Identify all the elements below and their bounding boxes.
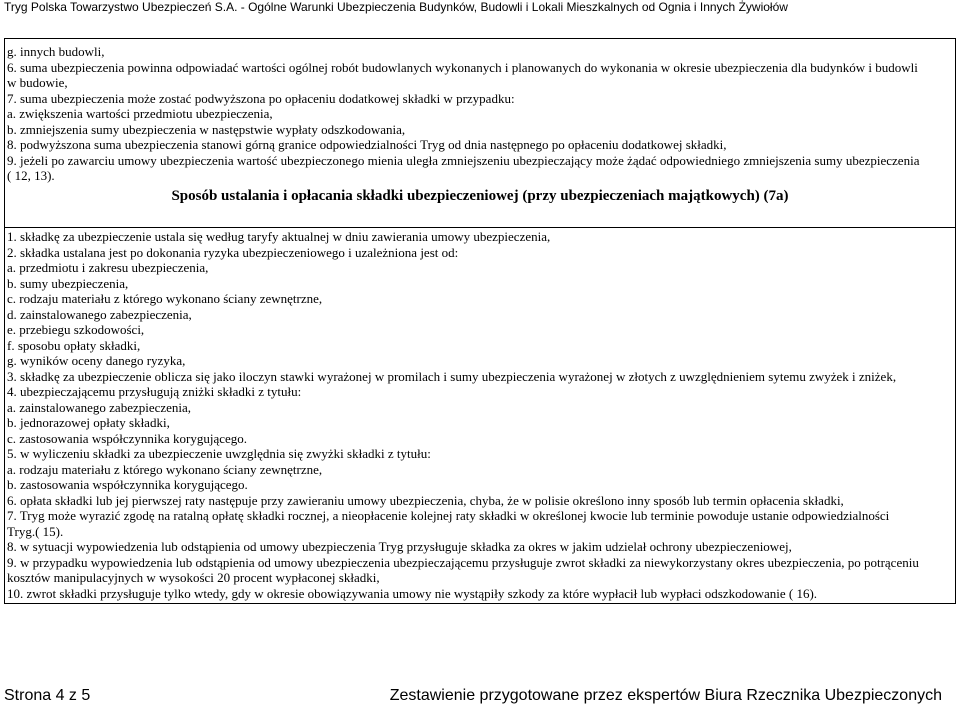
list-item: 1. składkę za ubezpieczenie ustala się według taryfy aktualnej w dniu zawierania umowy ubezpieczenia, [7, 229, 551, 244]
list-item: b. jednorazowej opłaty składki, [7, 415, 170, 430]
list-item: c. zastosowania współczynnika korygującego. [7, 430, 248, 446]
divider [4, 603, 956, 604]
list-item: 6. suma ubezpieczenia powinna odpowiadać wartości ogólnej robót budowlanych wykonanych i planowanych do wykonania w okresie ubezpieczenia dla budynków i budowli [7, 59, 918, 75]
list-item: b. zastosowania współczynnika korygującego. [7, 477, 248, 492]
list-item: g. wyników oceny danego ryzyka, [7, 353, 186, 368]
list-item: 3. składkę za ubezpieczenie oblicza się jako iloczyn stawki wyrażonej w promilach i sumy ubezpieczenia wyrażonej w złotych z uwzględnieniem sytemu zwyżek i zniżek, [7, 368, 897, 384]
list-item: e. przebiegu szkodowości, [7, 322, 145, 337]
list-item: d. zainstalowanego zabezpieczenia, [7, 306, 192, 322]
list-item: 5. w wyliczeniu składki za ubezpieczenie uwzględnia się zwyżki składki z tytułu: [7, 446, 431, 461]
list-item: a. zwiększenia wartości przedmiotu ubezpieczenia, [7, 106, 273, 121]
document-header: Tryg Polska Towarzystwo Ubezpieczeń S.A. - Ogólne Warunki Ubezpieczenia Budynków, Budowli i Lokali Mieszkalnych od Ognia i Innych Żywiołów [4, 0, 788, 14]
list-item: 8. w sytuacji wypowiedzenia lub odstąpienia od umowy ubezpieczenia Tryg przysługuje składka za okres w jakim udzielał ochrony ubezpieczeniowej, [7, 539, 792, 554]
right-border [955, 38, 956, 604]
list-item: 10. zwrot składki przysługuje tylko wtedy, gdy w okresie obowiązywania umowy nie wystąpiły szkody za które wypłacił lub wypłaci odszkodowanie ( 16). [7, 585, 818, 601]
list-item: 4. ubezpieczającemu przysługują zniżki składki z tytułu: [7, 384, 302, 399]
footer-note: Zestawienie przygotowane przez ekspertów Biura Rzecznika Ubezpieczonych [389, 687, 942, 704]
list-item: f. sposobu opłaty składki, [7, 337, 141, 353]
section-premium [5, 229, 955, 601]
list-item: kosztów manipulacyjnych w wysokości 20 procent wypłaconej składki, [7, 570, 380, 585]
list-item: 2. składka ustalana jest po dokonania ryzyka ubezpieczeniowego i uzależniona jest od: [7, 244, 459, 260]
divider [4, 38, 956, 39]
list-item: w budowie, [7, 75, 68, 90]
list-item: a. rodzaju materiału z którego wykonano ściany zewnętrzne, [7, 461, 323, 477]
section-heading: Sposób ustalania i opłacania składki ubezpieczeniowej (przy ubezpieczeniach majątkowych) (7a) [171, 187, 789, 204]
list-item: 9. w przypadku wypowiedzenia lub odstąpienia od umowy ubezpieczenia ubezpieczającemu przysługuje zwrot składki za niewykorzystany okres ubezpieczenia, po potrąceniu [7, 554, 919, 570]
list-item: c. rodzaju materiału z którego wykonano ściany zewnętrzne, [7, 291, 323, 306]
list-item: 7. suma ubezpieczenia może zostać podwyższona po opłaceniu dodatkowej składki w przypadku: [7, 90, 515, 106]
list-item: 9. jeżeli po zawarciu umowy ubezpieczenia wartość ubezpieczonego mienia uległa zmniejszeniu ubezpieczający może żądać odpowiedniego zmniejszenia sumy ubezpieczenia [7, 152, 920, 168]
list-item: 7. Tryg może wyrazić zgodę na ratalną opłatę składki rocznej, a nieopłacenie kolejnej raty składki w określonej kwocie lub terminie powoduje ustanie odpowiedzialności [7, 508, 890, 523]
list-item: 6. opłata składki lub jej pierwszej raty następuje przy zawieraniu umowy ubezpieczenia, chyba, że w polisie określono inny sposób lub termin opłacenia składki, [7, 492, 844, 508]
list-item: g. innych budowli, [7, 44, 105, 59]
list-item: 8. podwyższona suma ubezpieczenia stanowi górną granice odpowiedzialności Tryg od dnia następnego po opłaceniu dodatkowej składki, [7, 137, 727, 152]
section-sum-insured [5, 44, 955, 225]
page-number: Strona 4 z 5 [4, 687, 91, 704]
list-item: a. przedmiotu i zakresu ubezpieczenia, [7, 260, 209, 275]
list-item: b. sumy ubezpieczenia, [7, 275, 129, 291]
list-item: ( 12, 13). [7, 168, 55, 183]
list-item: b. zmniejszenia sumy ubezpieczenia w następstwie wypłaty odszkodowania, [7, 121, 406, 137]
list-item: a. zainstalowanego zabezpieczenia, [7, 399, 192, 415]
list-item: Tryg.( 15). [7, 523, 64, 539]
divider [4, 227, 956, 228]
